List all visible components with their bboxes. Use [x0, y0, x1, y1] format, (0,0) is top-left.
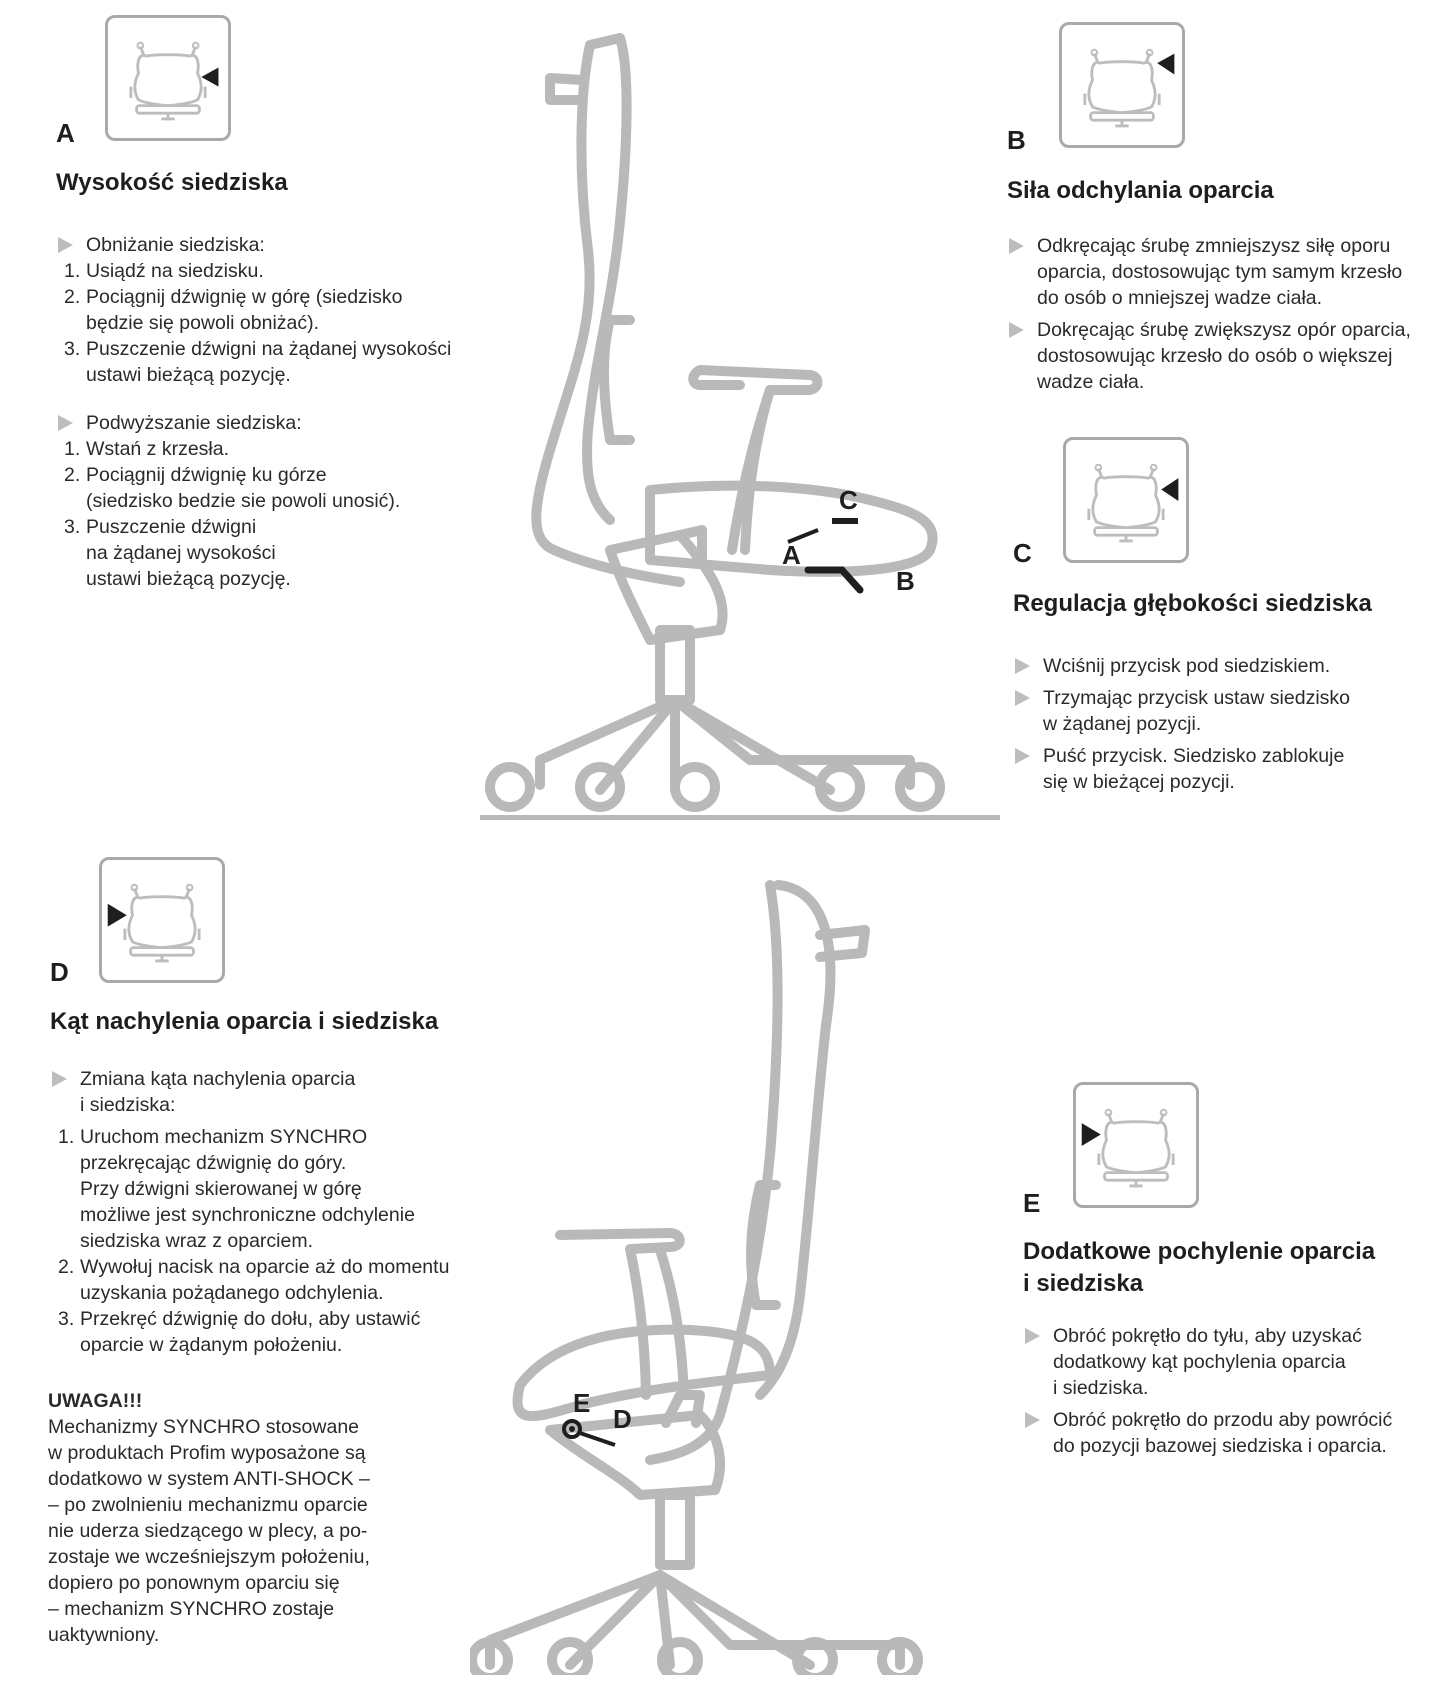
chair-side-view-reclined-illustration [470, 875, 970, 1675]
callout-b: B [896, 566, 915, 596]
bullet-text-line: do pozycji bazowej siedziska i oparcia. [1053, 1435, 1387, 1457]
numbered-step [56, 514, 476, 592]
note-text-line: w produktach Profim wyposażone są [48, 1442, 366, 1464]
numbered-step [56, 258, 476, 284]
note-title: UWAGA!!! [48, 1390, 143, 1412]
numbered-step [56, 336, 476, 388]
step-text-line: oparcie w żądanym położeniu. [80, 1334, 343, 1356]
step-text-line: Pociągnij dźwignię ku górze [86, 464, 327, 486]
bullet-text-line: się w bieżącej pozycji. [1043, 771, 1235, 793]
note-text-line: uaktywniony. [48, 1624, 160, 1646]
section-b-instructions [1007, 233, 1427, 395]
step-number: 2. [64, 286, 81, 308]
section-e-title-line: Dodatkowe pochylenie oparcia [1023, 1238, 1376, 1265]
caster-wheel [490, 767, 530, 807]
step-text-line: możliwe jest synchroniczne odchylenie [80, 1204, 415, 1226]
step-text-line: Pociągnij dźwignię w górę (siedzisko [86, 286, 403, 308]
button-c-icon [832, 518, 858, 524]
seat-top-view-icon [1066, 440, 1186, 560]
lumbar-support [604, 320, 630, 440]
step-text-line: (siedzisko bedzie sie powoli unosić). [86, 490, 401, 512]
lead-text-line: i siedziska: [80, 1094, 176, 1116]
icon-box-a [105, 15, 231, 141]
section-e-title-line: i siedziska [1023, 1270, 1144, 1297]
bullet-text-line: Puść przycisk. Siedzisko zablokuje [1043, 745, 1345, 767]
bullet-item [1007, 233, 1427, 311]
step-number: 2. [64, 464, 81, 486]
pointer-arrow-icon [1157, 54, 1174, 75]
bullet-text-line: dodatkowy kąt pochylenia oparcia [1053, 1351, 1346, 1373]
lead-text-line: Zmiana kąta nachylenia oparcia [80, 1068, 356, 1090]
bullet-text-line: wadze ciała. [1037, 371, 1145, 393]
bullet-item [1007, 317, 1427, 395]
bullet-text-line: Wciśnij przycisk pod siedziskiem. [1043, 655, 1331, 677]
bullet-text-line: Odkręcając śrubę zmniejszysz siłę oporu [1037, 235, 1391, 257]
seat-top-view-icon [1076, 1085, 1196, 1205]
step-number: 3. [64, 338, 81, 360]
step-text-line: siedziska wraz z oparciem. [80, 1230, 313, 1252]
icon-box-b [1059, 22, 1185, 148]
bullet-item [1013, 653, 1433, 679]
bullet-text-line: oparcia, dostosowując tym samym krzesło [1037, 261, 1403, 283]
icon-box-e [1073, 1082, 1199, 1208]
step-text-line: Puszczenie dźwigni [86, 516, 257, 538]
step-number: 3. [58, 1308, 75, 1330]
icon-box-c [1063, 437, 1189, 563]
numbered-step [50, 1306, 480, 1358]
seat-top-view-icon [1062, 25, 1182, 145]
numbered-step [50, 1124, 480, 1254]
step-text-line: Puszczenie dźwigni na żądanej wysokości [86, 338, 452, 360]
group-lead: Obniżanie siedziska: [56, 232, 476, 258]
bullet-item [1023, 1323, 1443, 1401]
bullet-item [1023, 1407, 1443, 1459]
note-text-line: – po zwolnieniu mechanizmu oparcie [48, 1494, 368, 1516]
step-number: 1. [58, 1126, 75, 1148]
step-text-line: Uruchom mechanizm SYNCHRO [80, 1126, 368, 1148]
section-e-title [1023, 1236, 1375, 1300]
step-text-line: Usiądź na siedzisku. [86, 260, 264, 282]
section-e-letter: E [1023, 1188, 1041, 1218]
bullet-text-line: dostosowując krzesło do osób o większej [1037, 345, 1393, 367]
armrest-inner [660, 1250, 684, 1395]
step-text-line: Wstań z krzesła. [86, 438, 230, 460]
note-text-line: nie uderza siedzącego w plecy, a po- [48, 1520, 368, 1542]
pointer-arrow-icon [201, 68, 218, 87]
bullet-text-line: w żądanej pozycji. [1043, 713, 1202, 735]
note-text-line: zostaje we wcześniejszym położeniu, [48, 1546, 370, 1568]
section-c-title: Regulacja głębokości siedziska [1013, 590, 1372, 617]
step-text-line: na żądanej wysokości [86, 542, 276, 564]
icon-box-d [99, 857, 225, 983]
note-text-line: dopiero po ponownym oparciu się [48, 1572, 340, 1594]
caster-wheel [675, 767, 715, 807]
bullet-text-line: Trzymając przycisk ustaw siedzisko [1043, 687, 1351, 709]
seat-top-view-icon [108, 18, 228, 138]
headrest-bracket [550, 78, 582, 100]
callout-c: C [839, 485, 858, 515]
note-text-line: dodatkowo w system ANTI-SHOCK – [48, 1468, 370, 1490]
section-a-instructions [56, 232, 476, 592]
bullet-text-line: Obróć pokrętło do tyłu, aby uzyskać [1053, 1325, 1362, 1347]
callout-d: D [613, 1404, 632, 1434]
gas-lift [660, 1495, 690, 1565]
section-b-title: Siła odchylania oparcia [1007, 177, 1274, 204]
section-a-title: Wysokość siedziska [56, 169, 288, 196]
pointer-arrow-icon [108, 904, 127, 927]
numbered-step [50, 1254, 480, 1306]
section-d-letter: D [50, 957, 69, 987]
section-b-letter: B [1007, 125, 1026, 155]
bullet-text-line: i siedziska. [1053, 1377, 1149, 1399]
step-number: 3. [64, 516, 81, 538]
lever-d-icon [580, 1433, 615, 1445]
step-text-line: Przekręć dźwignię do dołu, aby ustawić [80, 1308, 421, 1330]
chair-side-view-illustration [470, 30, 1000, 830]
bullet-text-line: Dokręcając śrubę zwiększysz opór oparcia, [1037, 319, 1411, 341]
floor-line [480, 815, 1000, 820]
pointer-arrow-icon [1082, 1123, 1101, 1146]
callout-a: A [782, 540, 801, 570]
callout-e: E [573, 1388, 591, 1418]
pointer-arrow-icon [1161, 478, 1178, 501]
seat-top-view-icon [102, 860, 222, 980]
bullet-text-line: do osób o mniejszej wadze ciała. [1037, 287, 1323, 309]
step-text-line: ustawi bieżącą pozycję. [86, 568, 291, 590]
step-number: 1. [64, 260, 81, 282]
section-d-note [48, 1388, 428, 1648]
bullet-text-line: Obróć pokrętło do przodu aby powrócić [1053, 1409, 1393, 1431]
note-text-line: – mechanizm SYNCHRO zostaje [48, 1598, 335, 1620]
section-c-instructions [1013, 653, 1433, 795]
group-lead: Podwyższanie siedziska: [56, 410, 476, 436]
step-text-line: Wywołuj nacisk na oparcie aż do momentu [80, 1256, 450, 1278]
step-text-line: uzyskania pożądanego odchylenia. [80, 1282, 384, 1304]
group-lead [50, 1066, 480, 1118]
step-number: 2. [58, 1256, 75, 1278]
section-a-letter: A [56, 118, 75, 148]
step-text-line: Przy dźwigni skierowanej w górę [80, 1178, 362, 1200]
step-text-line: przekręcając dźwignię do góry. [80, 1152, 347, 1174]
step-number: 1. [64, 438, 81, 460]
section-e-instructions [1023, 1323, 1443, 1459]
numbered-step [56, 436, 476, 462]
note-text-line: Mechanizmy SYNCHRO stosowane [48, 1416, 360, 1438]
step-text-line: ustawi bieżącą pozycję. [86, 364, 291, 386]
step-text-line: będzie się powoli obniżać). [86, 312, 320, 334]
numbered-step [56, 284, 476, 336]
section-c-letter: C [1013, 538, 1032, 568]
numbered-step [56, 462, 476, 514]
bullet-item [1013, 743, 1433, 795]
section-d-title: Kąt nachylenia oparcia i siedziska [50, 1008, 439, 1035]
bullet-item [1013, 685, 1433, 737]
section-d-instructions [50, 1066, 480, 1358]
